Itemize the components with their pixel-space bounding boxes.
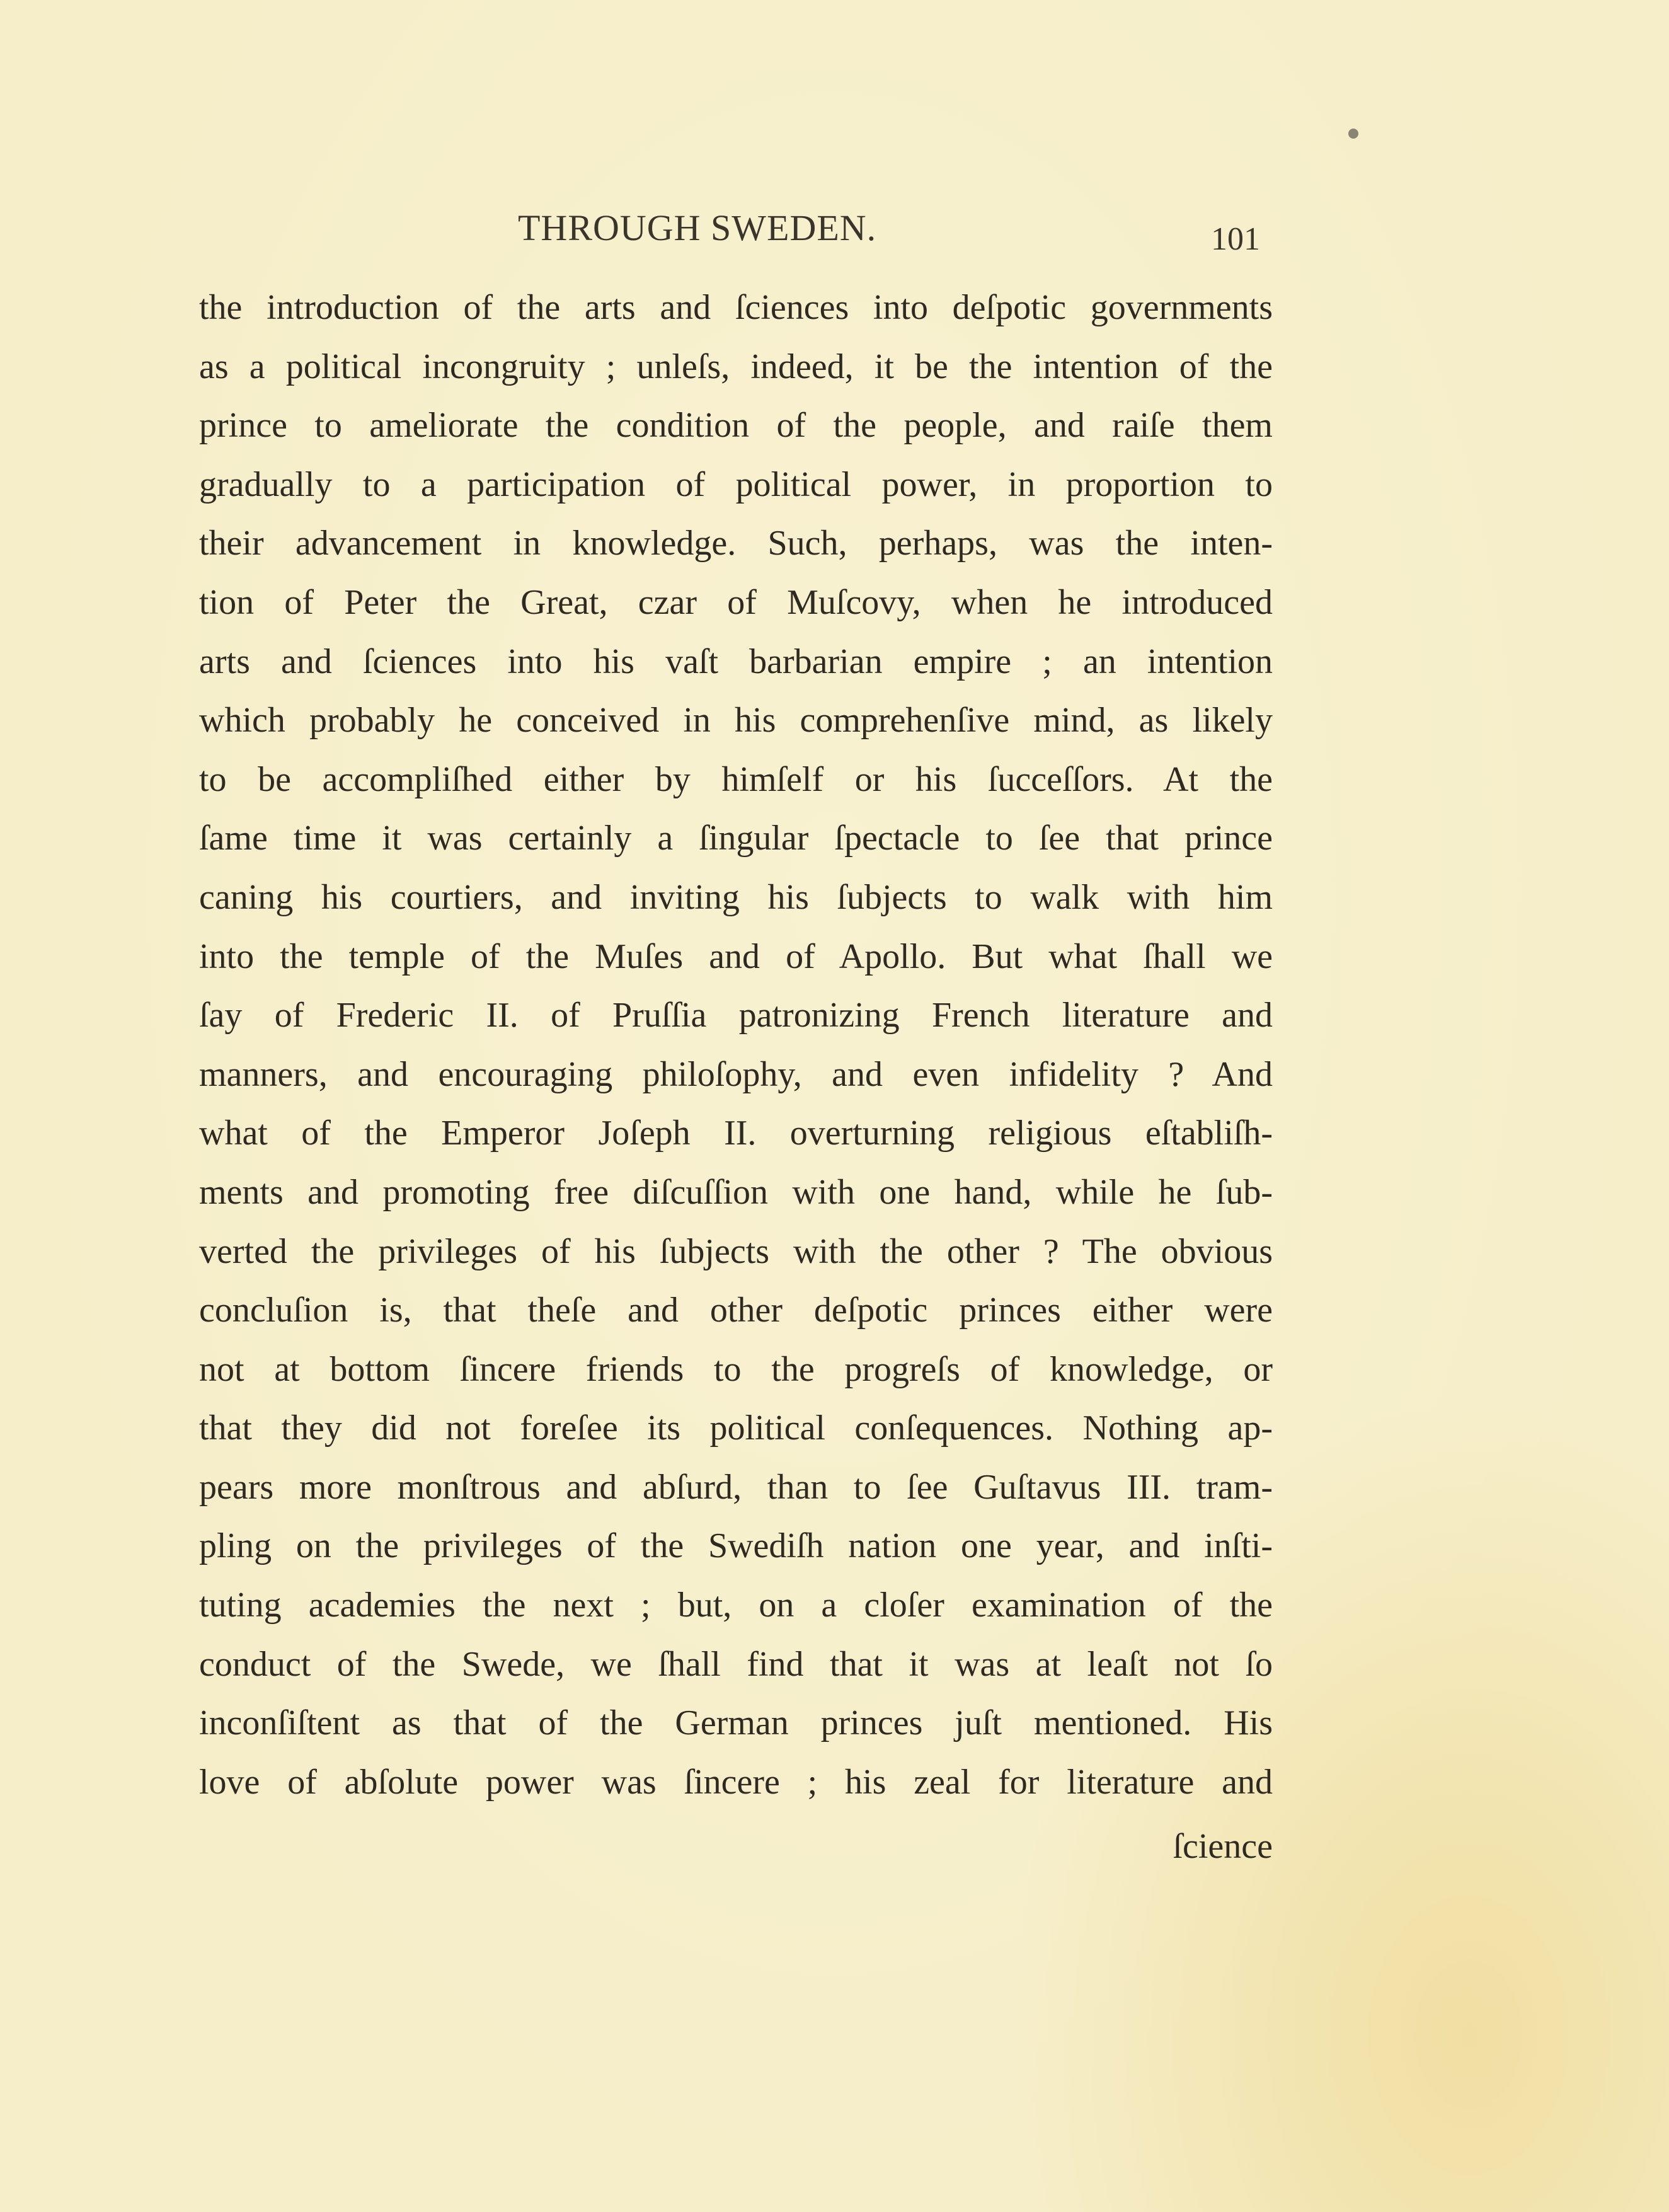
- body-text: [199, 279, 1273, 1812]
- text-line: pears more monſtrous and abſurd, than to ſee Guſtavus III. tram-: [199, 1467, 1273, 1507]
- text-line: verted the privileges of his ſubjects with the other ? The obvious: [199, 1231, 1273, 1271]
- text-line: arts and ſciences into his vaſt barbarian empire ; an intention: [199, 642, 1273, 681]
- text-line: manners, and encouraging philoſophy, and even infidelity ? And: [199, 1054, 1273, 1094]
- text-line: caning his courtiers, and inviting his ſubjects to walk with him: [199, 877, 1273, 917]
- text-line: pling on the privileges of the Swediſh nation one year, and inſti-: [199, 1526, 1273, 1566]
- text-line: into the temple of the Muſes and of Apollo. But what ſhall we: [199, 936, 1273, 976]
- text-line: not at bottom ſincere friends to the progreſs of knowledge, or: [199, 1349, 1273, 1389]
- text-line: tuting academies the next ; but, on a cloſer examination of the: [199, 1586, 1273, 1625]
- text-line: tion of Peter the Great, czar of Muſcovy, when he introduced: [199, 582, 1273, 622]
- text-line: ſame time it was certainly a ſingular ſpectacle to ſee that prince: [199, 819, 1273, 858]
- text-line: prince to ameliorate the condition of the people, and raiſe them: [199, 406, 1273, 446]
- text-line: which probably he conceived in his comprehenſive mind, as likely: [199, 701, 1273, 740]
- text-line: their advancement in knowledge. Such, perhaps, was the inten-: [199, 524, 1273, 563]
- text-line: the introduction of the arts and ſciences into deſpotic governments: [199, 288, 1273, 327]
- page-number: 101: [1211, 221, 1260, 257]
- text-line: what of the Emperor Joſeph II. overturning religious eſtabliſh-: [199, 1114, 1273, 1153]
- text-line: ſay of Frederic II. of Pruſſia patronizing French literature and: [199, 996, 1273, 1035]
- text-line: conduct of the Swede, we ſhall find that it was at leaſt not ſo: [199, 1644, 1273, 1684]
- text-line: ments and promoting free diſcuſſion with one hand, while he ſub-: [199, 1172, 1273, 1212]
- ink-speck: [1348, 129, 1358, 139]
- running-title: THROUGH SWEDEN.: [518, 207, 877, 248]
- text-line: love of abſolute power was ſincere ; his zeal for literature and: [199, 1762, 1273, 1802]
- catchword: ſcience: [1173, 1827, 1273, 1866]
- text-line: concluſion is, that theſe and other deſpotic princes either were: [199, 1291, 1273, 1330]
- text-line: to be accompliſhed either by himſelf or his ſucceſſors. At the: [199, 759, 1273, 799]
- text-line: gradually to a participation of political power, in proportion to: [199, 464, 1273, 504]
- text-line: that they did not foreſee its political conſequences. Nothing ap-: [199, 1408, 1273, 1448]
- text-line: inconſiſtent as that of the German princes juſt mentioned. His: [199, 1703, 1273, 1743]
- text-line: as a political incongruity ; unleſs, indeed, it be the intention of the: [199, 347, 1273, 386]
